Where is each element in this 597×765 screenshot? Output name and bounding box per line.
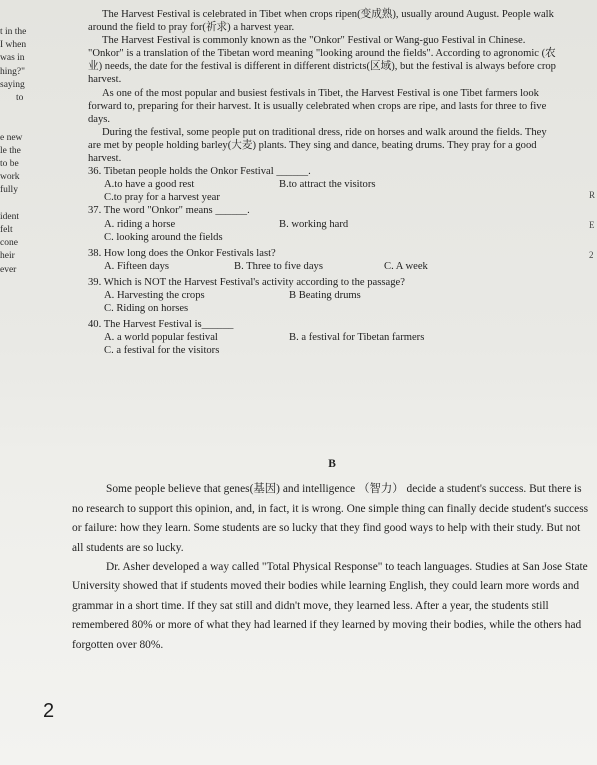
page-number: 2: [43, 700, 55, 722]
option-c: C. a festival for the visitors: [104, 345, 220, 357]
left-margin-fragments: [0, 26, 34, 277]
right-margin-fragments: [589, 180, 597, 270]
question-37: [88, 204, 558, 243]
option-b: B. working hard: [279, 218, 349, 230]
margin-char: E: [589, 220, 595, 230]
option-a: A. riding a horse: [104, 218, 176, 230]
margin-line: [0, 198, 34, 211]
option-c: C. A week: [384, 260, 428, 272]
margin-line: was in: [0, 53, 25, 64]
margin-line: heir: [0, 251, 15, 262]
margin-char: 2: [589, 250, 594, 260]
passage-paragraph: Dr. Asher developed a way called "Total Physical Response" to teach languages. Studies at San Jose State University showed that if students moved their bodies while learning English, they could learn more words and grammar in a short time. If they sat still and didn't move, they learned less. After a year, the students still remembered 80% or more of what they had learned if they learned by moving their bodies, while the others had forgotten over 80%.: [72, 561, 588, 651]
question-stem: 38. How long does the Onkor Festivals last?: [88, 247, 276, 259]
section-heading: B: [328, 458, 336, 470]
option-b: B. Three to five days: [234, 260, 323, 272]
passage-paragraph: The Harvest Festival is celebrated in Tibet when crops ripen(变成熟), usually around August. People walk around the field to pray for(祈求) a harvest year.: [88, 9, 554, 34]
margin-char: R: [589, 190, 596, 200]
margin-line: felt: [0, 225, 13, 236]
option-b: B.to attract the visitors: [279, 179, 376, 191]
margin-line: [0, 118, 34, 131]
margin-line: to: [16, 93, 24, 104]
margin-line: I when: [0, 40, 27, 51]
margin-line: work: [0, 172, 20, 183]
margin-line: [0, 105, 34, 118]
margin-line: to be: [0, 159, 19, 170]
option-a: A.to have a good rest: [104, 179, 195, 191]
option-c: C. looking around the fields: [104, 231, 223, 243]
margin-line: le the: [0, 145, 21, 156]
option-b: B Beating drums: [289, 289, 361, 301]
option-c: C. Riding on horses: [104, 303, 189, 315]
passage-paragraph: The Harvest Festival is commonly known as the "Onkor" Festival or Wang-guo Festival in Chinese. "Onkor" is a translation of the Tibetan word meaning "looking around the fields". According to agronomic (农业) needs, the date for the festival is different in different districts(区域), but the festival is always before crop harvest.: [88, 35, 556, 86]
margin-line: ident: [0, 211, 19, 222]
margin-line: fully: [0, 185, 18, 196]
question-stem: 37. The word "Onkor" means ______.: [88, 205, 250, 217]
question-stem: 40. The Harvest Festival is______: [88, 319, 234, 331]
margin-line: t in the: [0, 27, 27, 37]
option-b: B. a festival for Tibetan farmers: [289, 332, 425, 344]
option-a: A. a world popular festival: [104, 332, 218, 344]
margin-line: saying: [0, 79, 25, 90]
option-a: A. Harvesting the crops: [104, 289, 205, 301]
passage-paragraph: During the festival, some people put on traditional dress, ride on horses and walk around the fields. They are met by people holding barley(大麦) plants. They sing and dance, beating drums. They pray for a good harvest.: [88, 126, 547, 165]
passage-paragraph: As one of the most popular and busiest festivals in Tibet, the Harvest Festival is one Tibet farmers look forward to, preparing for their harvest. It is usually celebrated when crops are ripe, and lasts for three to five days.: [88, 87, 547, 125]
passage-paragraph: Some people believe that genes(基因) and intelligence （智力） decide a student's success. But there is no research to support this opinion, and, in fact, it is wrong. One simple thing can finally decide student's success or failure: how they learn. Some students are so lucky that they find good ways to help with their study. But not all students are so lucky.: [72, 483, 589, 554]
passage-a: [88, 8, 558, 357]
margin-line: ever: [0, 264, 17, 275]
margin-line: e new: [0, 132, 23, 143]
margin-line: cone: [0, 238, 18, 249]
margin-line: hing?": [0, 66, 25, 77]
question-40: [88, 318, 558, 357]
question-39: [88, 276, 558, 315]
question-36: [88, 165, 558, 204]
option-a: A. Fifteen days: [104, 260, 170, 272]
option-c: C.to pray for a harvest year: [104, 192, 220, 204]
question-38: [88, 247, 558, 273]
question-stem: 36. Tibetan people holds the Onkor Festival ______.: [88, 166, 311, 178]
passage-b: [72, 455, 592, 655]
question-stem: 39. Which is NOT the Harvest Festival's activity according to the passage?: [88, 276, 405, 288]
